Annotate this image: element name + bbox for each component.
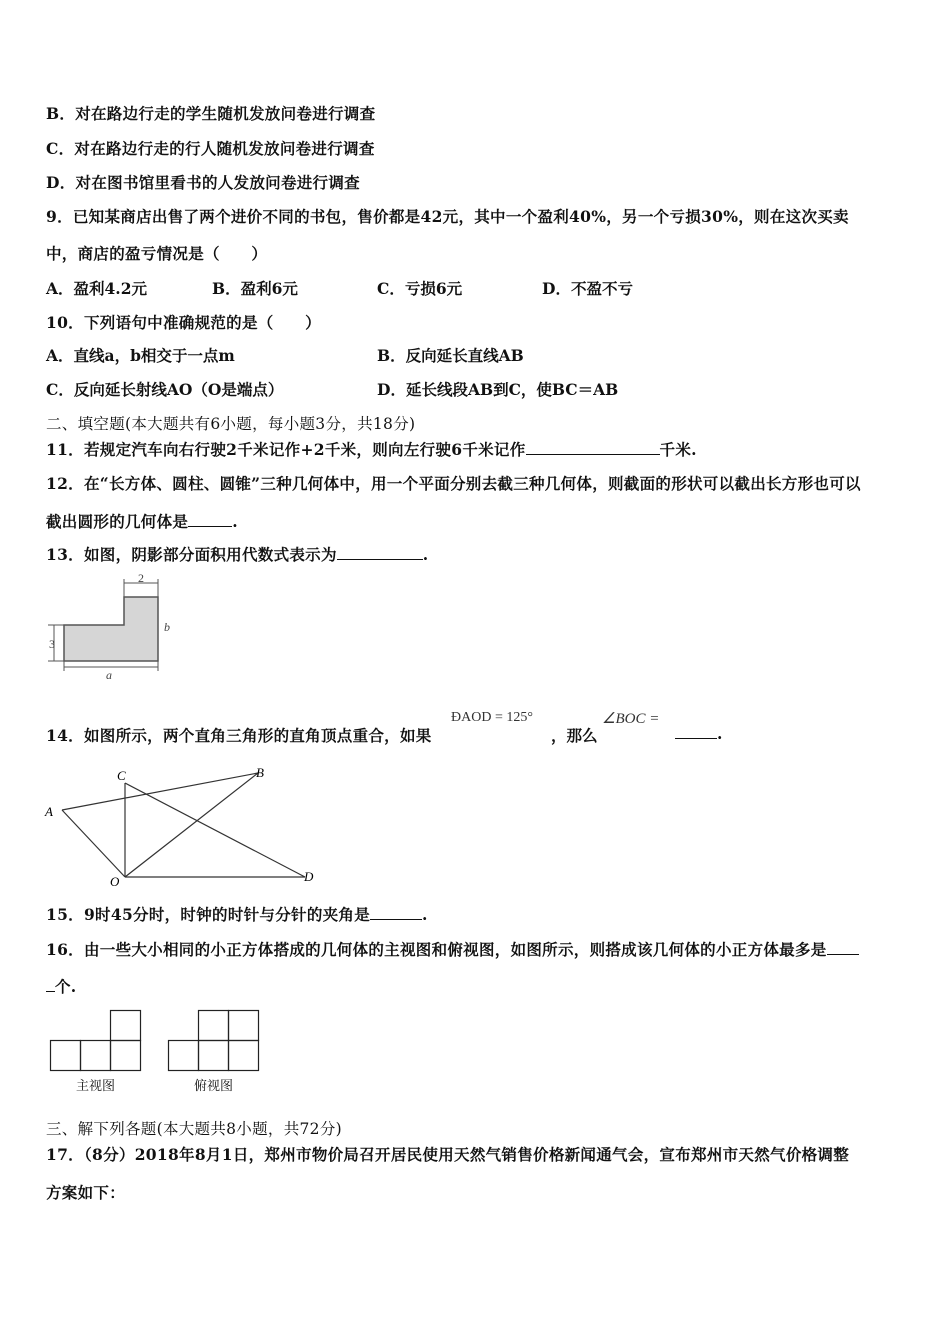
q13-stem xyxy=(46,543,428,565)
q13-end: . xyxy=(422,545,429,564)
section-3-heading: 三、解下列各题(本大题共8小题，共72分) xyxy=(46,1120,342,1138)
q13-answer-blank[interactable] xyxy=(337,545,423,560)
q13-label-top: 2 xyxy=(138,571,144,585)
q9-option-b: B．盈利6元 xyxy=(212,279,298,298)
q15-end: . xyxy=(422,905,428,924)
q8-option-c: C．对在路边行走的行人随机发放问卷进行调查 xyxy=(46,139,375,158)
q12-answer-blank[interactable] xyxy=(188,512,232,527)
q14-ask: ∠BOC = xyxy=(602,711,660,727)
q10-option-d: D．延长线段AB到C，使BC＝AB xyxy=(377,380,619,399)
q9-option-d: D．不盈不亏 xyxy=(542,279,633,298)
q16-top-view xyxy=(168,1010,260,1072)
q8-option-d: D．对在图书馆里看书的人发放问卷进行调查 xyxy=(46,173,360,192)
q16-front-view xyxy=(50,1010,142,1072)
q11-text: 11．若规定汽车向右行驶2千米记作+2千米，则向左行驶6千米记作 xyxy=(46,440,526,459)
q14-end: . xyxy=(717,724,723,743)
q9-stem-line2: 中，商店的盈亏情况是（ ） xyxy=(46,244,268,263)
q14-point-c: C xyxy=(117,768,126,783)
q12-end: . xyxy=(232,512,238,531)
q11-unit: 千米. xyxy=(659,440,697,459)
q10-stem: 10．下列语句中准确规范的是（ ） xyxy=(46,313,321,332)
q16-end: 个. xyxy=(55,977,77,996)
q10-option-c: C．反向延长射线AO（O是端点） xyxy=(46,380,284,399)
q16-front-view-label: 主视图 xyxy=(76,1079,116,1094)
q8-option-b: B．对在路边行走的学生随机发放问卷进行调查 xyxy=(46,104,376,123)
q14-condition: ÐAOD = 125° xyxy=(451,710,533,725)
q11-answer-blank[interactable] xyxy=(526,440,660,455)
q13-text: 13．如图，阴影部分面积用代数式表示为 xyxy=(46,545,337,564)
q15-text: 15．9时45分时，时钟的时针与分针的夹角是 xyxy=(46,905,371,924)
q14-point-o: O xyxy=(110,874,120,889)
q14-answer-blank[interactable] xyxy=(675,724,717,739)
q10-option-a: A．直线a，b相交于一点m xyxy=(46,346,235,365)
q16-text: 16．由一些大小相同的小正方体搭成的几何体的主视图和俯视图，如图所示，则搭成该几何体的小正方体最多是 xyxy=(46,940,827,959)
q13-figure xyxy=(46,571,186,685)
q16-stem-line1 xyxy=(46,938,859,960)
q15-answer-blank[interactable] xyxy=(370,905,422,920)
q16-answer-blank-a[interactable] xyxy=(827,940,859,955)
q12-stem-line1: 12．在“长方体、圆柱、圆锥”三种几何体中，用一个平面分别去截三种几何体，则截面的形状可以截出长方形也可以 xyxy=(46,474,861,493)
q16-answer-blank-b[interactable] xyxy=(46,977,55,992)
q12-text: 截出圆形的几何体是 xyxy=(46,512,189,531)
q9-option-c: C．亏损6元 xyxy=(377,279,463,298)
section-2-heading: 二、填空题(本大题共有6小题，每小题3分，共18分) xyxy=(46,415,416,433)
q13-label-left: 3 xyxy=(49,637,55,651)
q13-shaded-region xyxy=(64,597,158,661)
q10-option-b: B．反向延长直线AB xyxy=(377,346,524,365)
q11-line xyxy=(46,438,697,460)
q13-label-bottom: a xyxy=(106,668,112,682)
q14-then: ，那么 xyxy=(551,726,598,745)
q17-stem-line2: 方案如下： xyxy=(46,1183,126,1202)
q14-answer-line xyxy=(675,724,722,743)
q9-option-a: A．盈利4.2元 xyxy=(46,279,147,298)
q16-stem-line2 xyxy=(46,975,77,997)
q14-point-a: A xyxy=(45,804,53,819)
q15-stem xyxy=(46,903,428,925)
q16-top-view-label: 俯视图 xyxy=(194,1079,234,1094)
q13-label-right: b xyxy=(164,620,170,634)
q9-stem-line1: 9．已知某商店出售了两个进价不同的书包，售价都是42元，其中一个盈利40%，另一个亏损30%，则在这次买卖 xyxy=(46,207,849,226)
q12-stem-line2 xyxy=(46,510,238,532)
q14-text: 14．如图所示，两个直角三角形的直角顶点重合，如果 xyxy=(46,726,432,745)
q14-point-b: B xyxy=(256,765,264,780)
q17-stem-line1: 17．（8分）2018年8月1日，郑州市物价局召开居民使用天然气销售价格新闻通气会，宣布郑州市天然气价格调整 xyxy=(46,1145,850,1164)
q14-point-d: D xyxy=(304,869,314,884)
q14-figure xyxy=(40,765,330,890)
